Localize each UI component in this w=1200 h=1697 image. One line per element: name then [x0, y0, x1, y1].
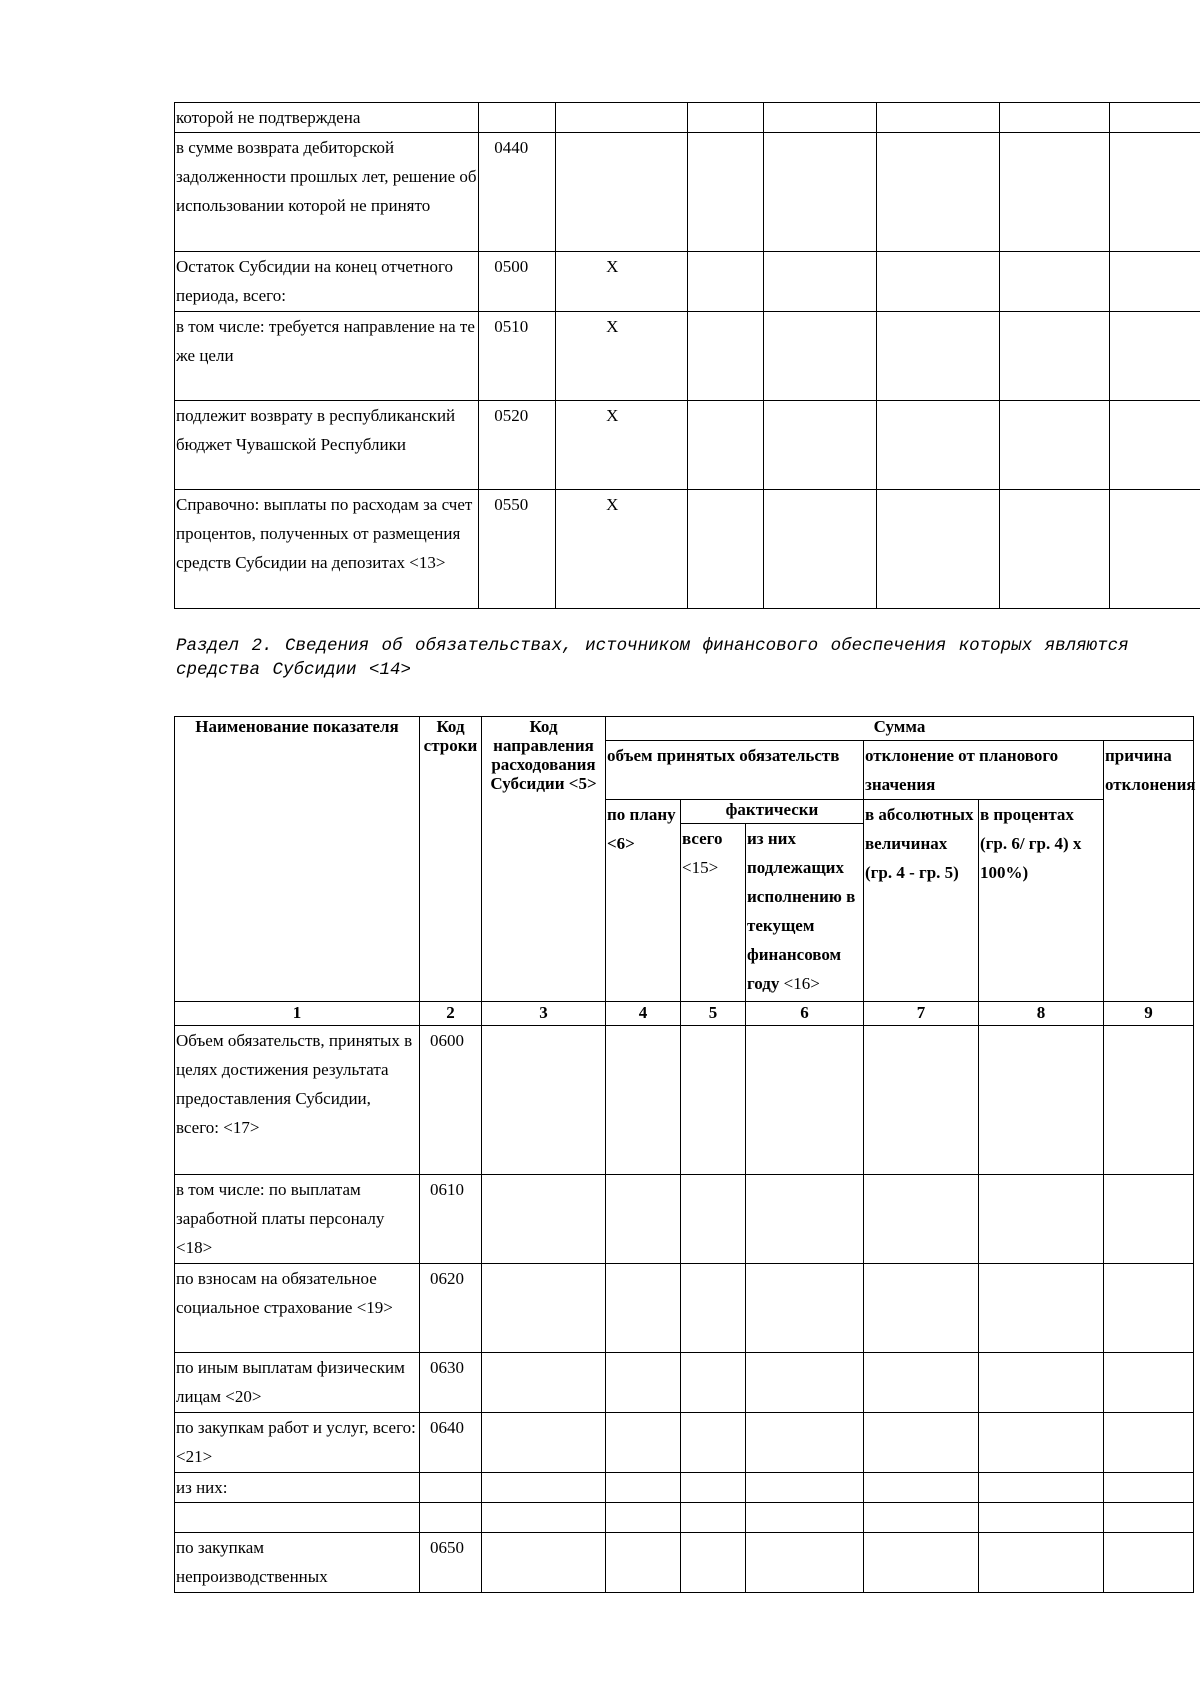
header-actual-total — [681, 824, 746, 1002]
row-name: Остаток Субсидии на конец отчетного периода, всего: — [175, 252, 479, 312]
cell — [1104, 1533, 1194, 1593]
row-name: подлежит возврату в республиканский бюджет Чувашской Республики — [175, 401, 479, 490]
cell — [681, 1264, 746, 1353]
cell — [1000, 133, 1110, 252]
row-name: Объем обязательств, принятых в целях достижения результата предоставления Субсидии, всего: <17> — [175, 1026, 420, 1175]
cell — [1109, 103, 1200, 133]
cell — [482, 1264, 606, 1353]
cell — [1000, 103, 1110, 133]
cell — [688, 103, 764, 133]
column-number: 9 — [1104, 1002, 1194, 1026]
column-number: 2 — [420, 1002, 482, 1026]
cell — [764, 133, 877, 252]
row-code: 0510 — [479, 312, 556, 401]
table-row — [175, 103, 1200, 133]
row-direction — [556, 133, 688, 252]
table-row — [175, 490, 1200, 609]
table-row — [175, 252, 1200, 312]
header-name: Наименование показателя — [175, 717, 420, 1002]
row-code: 0650 — [420, 1533, 482, 1593]
cell — [979, 1473, 1104, 1503]
cell — [746, 1473, 864, 1503]
row-name: по иным выплатам физическим лицам <20> — [175, 1353, 420, 1413]
cell — [681, 1353, 746, 1413]
cell — [864, 1413, 979, 1473]
header-actual-current-ref: <16> — [783, 974, 820, 993]
row-name — [175, 1503, 420, 1533]
header-accepted: объем принятых обязательств — [606, 741, 864, 800]
column-number: 5 — [681, 1002, 746, 1026]
cell — [877, 490, 1000, 609]
header-plan: по плану <6> — [606, 800, 681, 1002]
column-number: 6 — [746, 1002, 864, 1026]
header-actual-total-label: всего — [682, 829, 723, 848]
row-name: по закупкам работ и услуг, всего: <21> — [175, 1413, 420, 1473]
row-code: 0550 — [479, 490, 556, 609]
cell — [606, 1533, 681, 1593]
table-row — [175, 1533, 1194, 1593]
header-pct: в процентах (гр. 6/ гр. 4) x 100%) — [979, 800, 1104, 1002]
column-number: 3 — [482, 1002, 606, 1026]
row-direction: X — [556, 312, 688, 401]
row-code — [479, 103, 556, 133]
cell — [606, 1473, 681, 1503]
cell — [864, 1473, 979, 1503]
cell — [979, 1175, 1104, 1264]
table-section1 — [174, 102, 1200, 609]
cell — [746, 1175, 864, 1264]
cell — [979, 1264, 1104, 1353]
cell — [482, 1473, 606, 1503]
row-name: Справочно: выплаты по расходам за счет процентов, полученных от размещения средств Субсидии на депозитах <13> — [175, 490, 479, 609]
table-row — [175, 1026, 1194, 1175]
row-code: 0440 — [479, 133, 556, 252]
cell — [606, 1353, 681, 1413]
cell — [1109, 252, 1200, 312]
row-code: 0640 — [420, 1413, 482, 1473]
cell — [1109, 401, 1200, 490]
row-direction: X — [556, 490, 688, 609]
table-row — [175, 1503, 1194, 1533]
cell — [764, 103, 877, 133]
column-number: 1 — [175, 1002, 420, 1026]
row-name: в сумме возврата дебиторской задолженности прошлых лет, решение об использовании которой не принято — [175, 133, 479, 252]
cell — [606, 1026, 681, 1175]
cell — [482, 1026, 606, 1175]
header-actual: фактически — [681, 800, 864, 824]
cell — [746, 1264, 864, 1353]
cell — [482, 1503, 606, 1533]
cell — [864, 1026, 979, 1175]
cell — [482, 1413, 606, 1473]
cell — [681, 1413, 746, 1473]
row-direction: X — [556, 401, 688, 490]
row-code — [420, 1473, 482, 1503]
header-code: Код строки — [420, 717, 482, 1002]
table-row — [175, 1175, 1194, 1264]
cell — [764, 252, 877, 312]
header-reason: причина отклонения — [1104, 741, 1194, 1002]
cell — [606, 1175, 681, 1264]
row-code — [420, 1503, 482, 1533]
table-row — [175, 1353, 1194, 1413]
table-row — [175, 1473, 1194, 1503]
cell — [1104, 1175, 1194, 1264]
column-number: 8 — [979, 1002, 1104, 1026]
cell — [864, 1503, 979, 1533]
row-name: в том числе: требуется направление на те же цели — [175, 312, 479, 401]
table-row — [175, 133, 1200, 252]
table-section2 — [174, 716, 1194, 1593]
cell — [764, 312, 877, 401]
cell — [1109, 490, 1200, 609]
row-code: 0620 — [420, 1264, 482, 1353]
cell — [877, 401, 1000, 490]
cell — [1109, 133, 1200, 252]
cell — [688, 312, 764, 401]
row-code: 0600 — [420, 1026, 482, 1175]
cell — [864, 1533, 979, 1593]
header-actual-current-label: из них подлежащих исполнению в текущем финансовом году — [747, 829, 856, 993]
cell — [746, 1353, 864, 1413]
cell — [681, 1473, 746, 1503]
cell — [681, 1533, 746, 1593]
table-row — [175, 1264, 1194, 1353]
cell — [606, 1413, 681, 1473]
table-row — [175, 1413, 1194, 1473]
cell — [482, 1533, 606, 1593]
row-name: которой не подтверждена — [175, 103, 479, 133]
row-code: 0520 — [479, 401, 556, 490]
column-number: 4 — [606, 1002, 681, 1026]
cell — [1000, 401, 1110, 490]
cell — [482, 1175, 606, 1264]
column-number-row — [175, 1002, 1194, 1026]
cell — [482, 1353, 606, 1413]
row-direction — [556, 103, 688, 133]
cell — [1104, 1473, 1194, 1503]
cell — [979, 1503, 1104, 1533]
cell — [764, 490, 877, 609]
row-name: по закупкам непроизводственных — [175, 1533, 420, 1593]
cell — [746, 1503, 864, 1533]
cell — [681, 1175, 746, 1264]
cell — [1000, 312, 1110, 401]
section-caption: Раздел 2. Сведения об обязательствах, источником финансового обеспечения которых являются средства Субсидии <14> — [176, 636, 1129, 680]
table-row — [175, 401, 1200, 490]
cell — [864, 1175, 979, 1264]
cell — [746, 1026, 864, 1175]
cell — [979, 1353, 1104, 1413]
row-name: в том числе: по выплатам заработной платы персоналу <18> — [175, 1175, 420, 1264]
header-sum: Сумма — [606, 717, 1194, 741]
cell — [877, 103, 1000, 133]
cell — [1104, 1413, 1194, 1473]
cell — [1000, 252, 1110, 312]
cell — [1104, 1264, 1194, 1353]
cell — [688, 401, 764, 490]
table-row — [175, 312, 1200, 401]
header-row — [175, 717, 1194, 741]
cell — [764, 401, 877, 490]
cell — [606, 1503, 681, 1533]
row-name: по взносам на обязательное социальное страхование <19> — [175, 1264, 420, 1353]
cell — [864, 1353, 979, 1413]
header-direction: Код направления расходования Субсидии <5> — [482, 717, 606, 1002]
header-actual-total-ref: <15> — [682, 858, 719, 877]
cell — [1104, 1353, 1194, 1413]
row-name: из них: — [175, 1473, 420, 1503]
cell — [1109, 312, 1200, 401]
cell — [979, 1413, 1104, 1473]
cell — [1104, 1503, 1194, 1533]
cell — [681, 1026, 746, 1175]
cell — [688, 490, 764, 609]
row-code: 0630 — [420, 1353, 482, 1413]
row-code: 0610 — [420, 1175, 482, 1264]
header-deviation: отклонение от планового значения — [864, 741, 1104, 800]
cell — [606, 1264, 681, 1353]
cell — [688, 133, 764, 252]
cell — [746, 1533, 864, 1593]
cell — [877, 133, 1000, 252]
cell — [877, 312, 1000, 401]
cell — [1104, 1026, 1194, 1175]
cell — [877, 252, 1000, 312]
cell — [688, 252, 764, 312]
cell — [979, 1026, 1104, 1175]
cell — [864, 1264, 979, 1353]
cell — [681, 1503, 746, 1533]
header-abs: в абсолютных величинах (гр. 4 - гр. 5) — [864, 800, 979, 1002]
row-code: 0500 — [479, 252, 556, 312]
cell — [979, 1533, 1104, 1593]
cell — [1000, 490, 1110, 609]
cell — [746, 1413, 864, 1473]
column-number: 7 — [864, 1002, 979, 1026]
row-direction: X — [556, 252, 688, 312]
header-actual-current — [746, 824, 864, 1002]
